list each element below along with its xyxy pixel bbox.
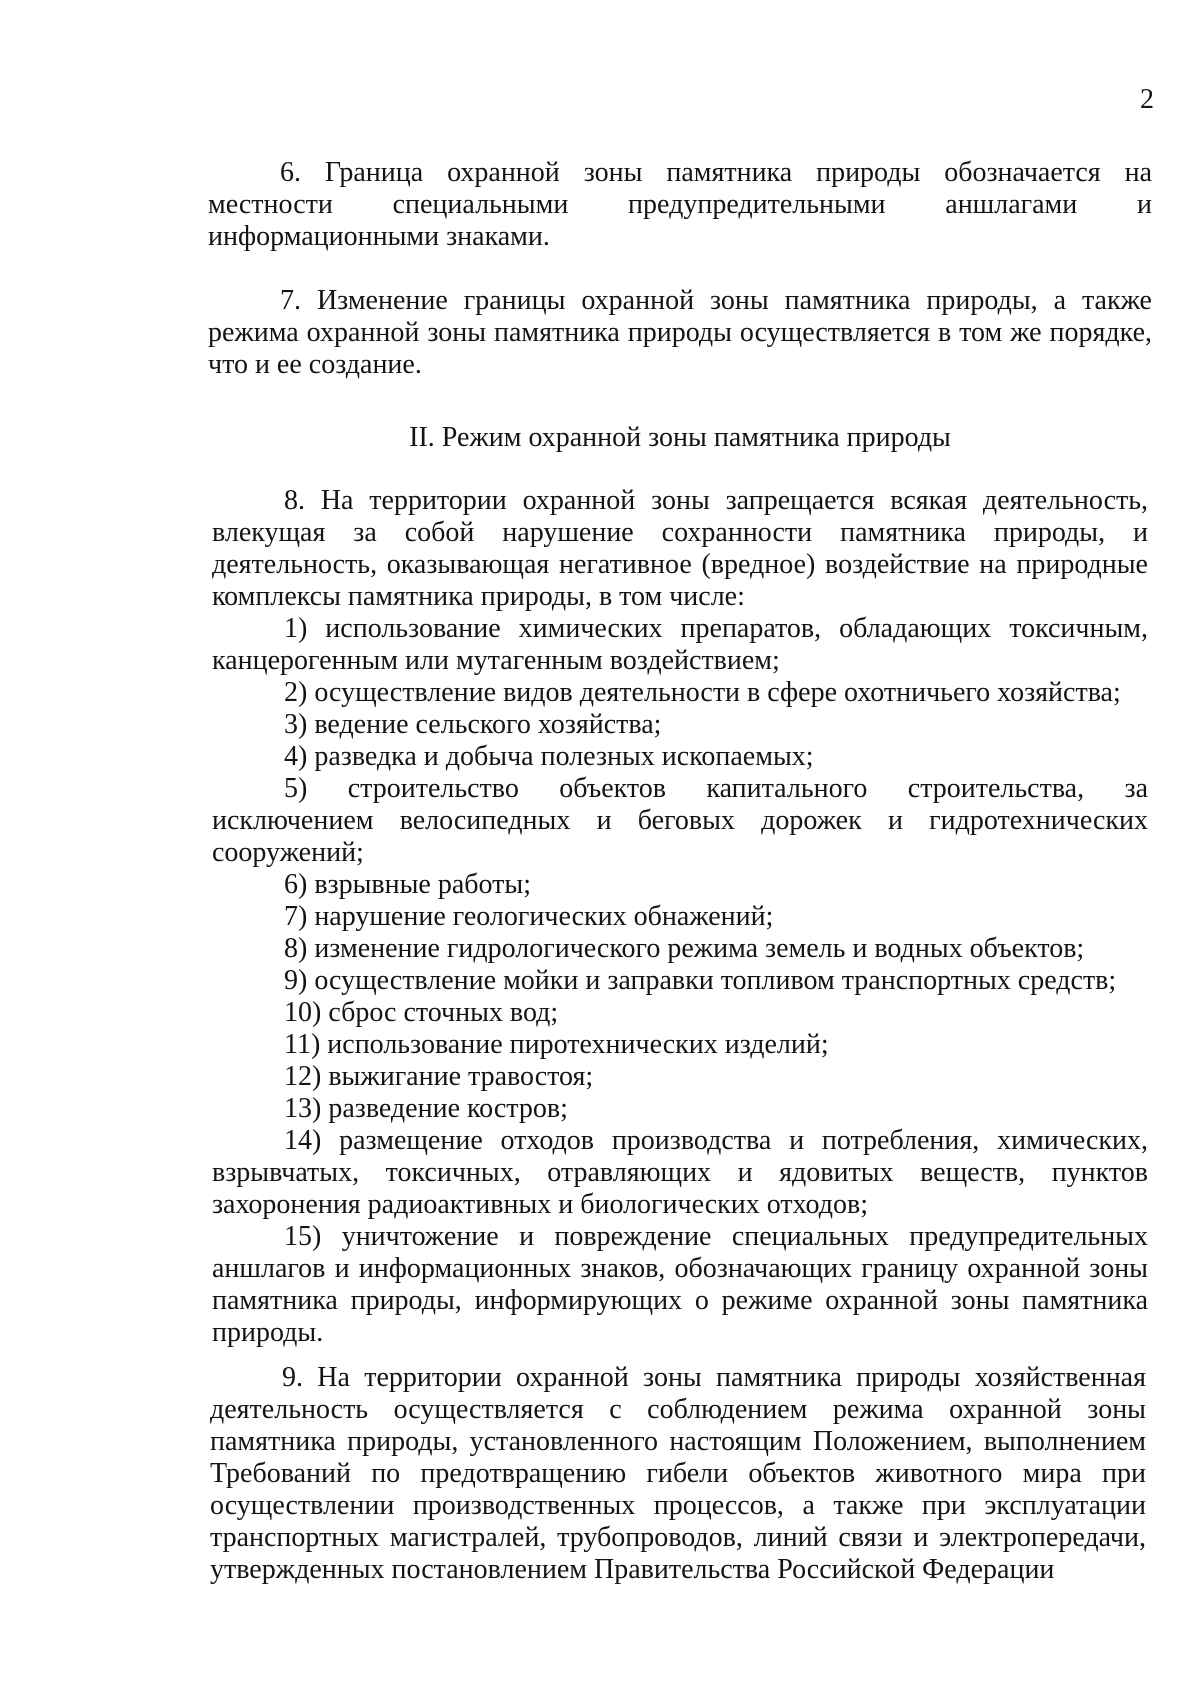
section-heading: II. Режим охранной зоны памятника природы [409, 422, 951, 453]
paragraph-7-block [208, 285, 1152, 381]
paragraph-7: 7. Изменение границы охранной зоны памятника природы, а также режима охранной зоны памятника природы осуществляется в том же порядке, что и ее создание. [208, 285, 1152, 380]
list-item: 11) использование пиротехнических изделий; [284, 1029, 829, 1060]
list-item: 2) осуществление видов деятельности в сфере охотничьего хозяйства; [284, 677, 1121, 708]
page-number: 2 [1140, 84, 1154, 115]
list-item: 6) взрывные работы; [284, 869, 531, 900]
list-item: 14) размещение отходов производства и потребления, химических, взрывчатых, токсичных, отравляющих и ядовитых веществ, пунктов захоронения радиоактивных и биологических отходов; [212, 1125, 1148, 1220]
paragraph-8-intro: 8. На территории охранной зоны запрещается всякая деятельность, влекущая за собой нарушение сохранности памятника природы, и деятельность, оказывающая негативное (вредное) воздействие на природные комплексы памятника природы, в том числе: [212, 485, 1148, 612]
list-item: 15) уничтожение и повреждение специальных предупредительных аншлагов и информационных знаков, обозначающих границу охранной зоны памятника природы, информирующих о режиме охранной зоны памятника природы. [212, 1221, 1148, 1348]
list-item: 1) использование химических препаратов, обладающих токсичным, канцерогенным или мутагенным воздействием; [212, 613, 1148, 676]
paragraph-9-block [210, 1362, 1146, 1586]
list-item: 7) нарушение геологических обнажений; [284, 901, 774, 932]
list-item: 8) изменение гидрологического режима земель и водных объектов; [284, 933, 1085, 964]
list-item: 4) разведка и добыча полезных ископаемых; [284, 741, 814, 772]
list-item: 10) сброс сточных вод; [284, 997, 559, 1028]
list-item: 9) осуществление мойки и заправки топливом транспортных средств; [284, 965, 1117, 996]
list-item: 3) ведение сельского хозяйства; [284, 709, 662, 740]
list-item: 12) выжигание травостоя; [284, 1061, 594, 1092]
list-item: 5) строительство объектов капитального строительства, за исключением велосипедных и беговых дорожек и гидротехнических сооружений; [212, 773, 1148, 868]
paragraph-8-block [212, 485, 1148, 1349]
paragraph-6: 6. Граница охранной зоны памятника природы обозначается на местности специальными предупредительными аншлагами и информационными знаками. [208, 157, 1152, 252]
paragraph-9: 9. На территории охранной зоны памятника природы хозяйственная деятельность осуществляется с соблюдением режима охранной зоны памятника природы, установленного настоящим Положением, выполнением Требований по предотвращению гибели объектов животного мира при осуществлении производственных процессов, а также при эксплуатации транспортных магистралей, трубопроводов, линий связи и электропередачи, утвержденных постановлением Правительства Российской Федерации [210, 1362, 1146, 1585]
paragraph-6-block [208, 157, 1152, 253]
list-item: 13) разведение костров; [284, 1093, 568, 1124]
